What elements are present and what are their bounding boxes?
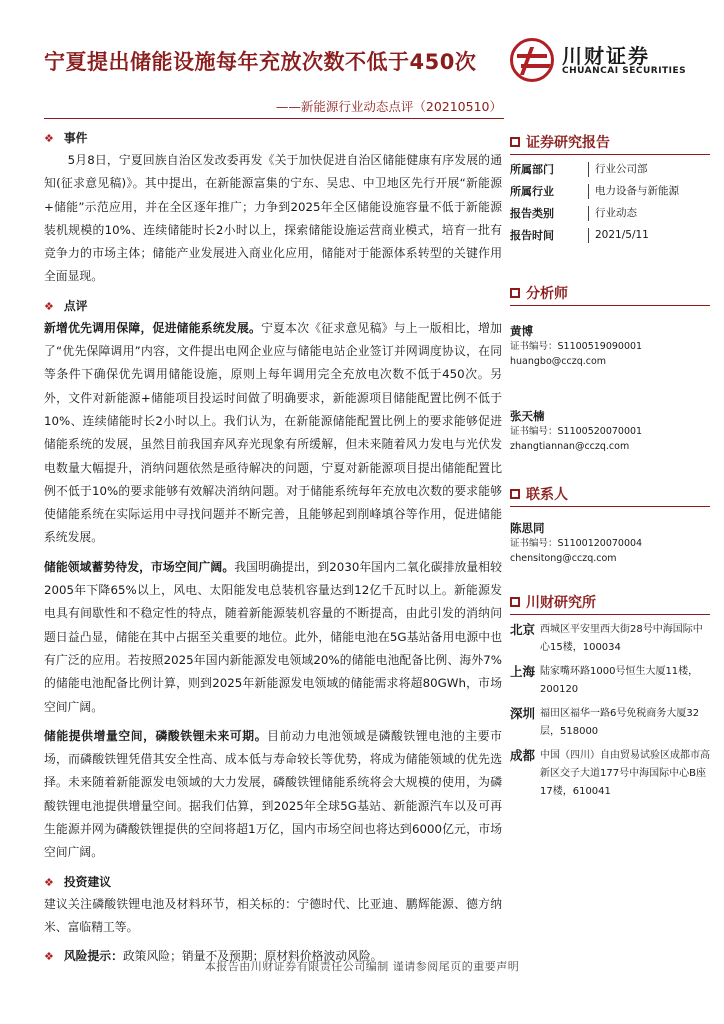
risk-warning: ❖ 风险提示：政策风险；销量不及预期；原材料价格波动风险。: [44, 949, 383, 964]
contact-cert: 证书编号：S1100120070004: [510, 538, 643, 549]
analyst-cert: 证书编号：S1100519090001: [510, 341, 643, 352]
analyst-cert: 证书编号：S1100520070001: [510, 426, 643, 437]
comment-paragraph-3: 储能提供增量空间，磷酸铁锂未来可期。目前动力电池领域是磷酸铁锂电池的主要市场，而磷酸铁锂凭借其安全性高、成本低与寿命较长等优势，将成为储能领域的优先选择。未来随着新能源发电领域的大力发展，磷酸铁锂储能系统将会大规模的使用，为磷酸铁锂电池提供增量空间。据我们估算，到2025年全球5G基站、新能源汽车以及可再生能源并网为磷酸铁锂提供的空间将超1万亿，国内市场空间也将达到6000亿元，市场空间广阔。: [44, 728, 502, 860]
analyst-name: 黄博: [510, 324, 533, 338]
office-shanghai: 上海 陆家嘴环路1000号恒生大厦11楼，200120: [510, 664, 699, 695]
info-row-date: 报告时间 2021/5/11: [510, 228, 710, 243]
diamond-bullet-icon: ❖: [44, 299, 54, 313]
logo-mark-icon: [510, 38, 554, 82]
analyst-email: huangbo@cczq.com: [510, 356, 607, 367]
sidebar-heading-report: 证券研究报告: [510, 132, 710, 155]
info-row-department: 所属部门 行业公司部: [510, 162, 710, 177]
contact-card: [510, 521, 710, 566]
diamond-bullet-icon: ❖: [44, 132, 54, 145]
section-heading-comment: ❖ 点评: [44, 298, 88, 313]
brand-name-cn: 川财证券: [562, 44, 650, 68]
event-paragraph: 5月8日，宁夏回族自治区发改委再发《关于加快促进自治区储能健康有序发展的通知(征求意见稿)》。其中提出，在新能源富集的宁东、吴忠、中卫地区先行开展“新能源+储能”示范应用，并在全区逐年推广；力争到2025年全区储能设施容量不低于新能源装机规模的10%、连续储能时长2小时以上，探索储能设施运营商业模式，培育一批有竞争力的市场主体；储能产业发展进入商业化应用，储能对于能源体系转型的关键作用全面显现。: [44, 153, 502, 284]
diamond-bullet-icon: ❖: [44, 950, 54, 964]
comment-paragraph-2: 储能领域蓄势待发，市场空间广阔。我国明确提出，到2030年国内二氧化碳排放量相较2005年下降65%以上，风电、太阳能发电总装机容量达到12亿千瓦时以上。新能源发电具有间歇性和不稳定性的特点，随着新能源装机容量的不断提高，由此引发的消纳问题日益凸显，储能在其中占据至关重要的地位。此外，储能电池在5G基站备用电源中也有广泛的应用。若按照2025年国内新能源发电领域20%的储能电池配备比例、海外7%的储能电池配备比例计算，则到2025年新能源发电领域的储能需求将超80GWh，市场空间广阔。: [44, 559, 502, 714]
analyst-name: 张天楠: [510, 409, 545, 423]
office-beijing: 北京 西城区平安里西大街28号中海国际中心15楼，100034: [510, 622, 703, 653]
brand-logo: [510, 38, 710, 86]
analyst-email: zhangtiannan@cczq.com: [510, 441, 630, 452]
sidebar-heading-analyst: 分析师: [510, 283, 710, 306]
contact-name: 陈思同: [510, 521, 545, 535]
diamond-bullet-icon: ❖: [44, 875, 54, 889]
info-row-category: 报告类别 行业动态: [510, 206, 710, 221]
office-shenzhen: 深圳 福田区福华一路6号免税商务大厦32层，518000: [510, 706, 700, 737]
contact-email: chensitong@cczq.com: [510, 553, 617, 564]
sidebar-heading-institute: 川财研究所: [510, 592, 710, 615]
sidebar: [510, 132, 710, 801]
section-heading-event: ❖ 事件: [44, 131, 88, 145]
header-divider: [44, 118, 504, 119]
analyst-card: [510, 409, 710, 454]
footer-disclaimer: 本报告由川财证券有限责任公司编制 谨请参阅尾页的重要声明: [204, 960, 520, 973]
section-heading-advice: ❖ 投资建议: [44, 874, 112, 889]
analyst-card: [510, 324, 710, 369]
office-chengdu: 成都 中国（四川）自由贸易试验区成都市高新区交子大道177号中海国际中心B座17楼，610041: [510, 748, 710, 797]
report-subtitle: ——新能源行业动态点评（20210510）: [275, 99, 502, 114]
sidebar-heading-contact: 联系人: [510, 484, 710, 507]
main-content: [44, 125, 502, 967]
info-row-industry: 所属行业 电力设备与新能源: [510, 184, 710, 199]
comment-paragraph-1: 新增优先调用保障，促进储能系统发展。宁夏本次《征求意见稿》与上一版相比，增加了“优先保障调用”内容，文件提出电网企业应与储能电站企业签订并网调度协议，在同等条件下确保优先调用储能设施，原则上每年调用完全充放电次数不低于450次。另外，文件对新能源+储能项目投运时间做了明确要求，新能源项目储能配置比例不低于10%、连续储能时长2小时以上。我们认为，在新能源储能配置比例上的要求能够促进储能系统的发展，虽然目前我国弃风弃光现象有所缓解，但未来随着风力发电与光伏发电数量大幅提升，消纳问题依然是亟待解决的问题，宁夏对新能源项目提出储能配置比例不低于10%的要求能够有效解决消纳问题。对于储能系统每年充放电次数的要求能够使储能系统在实际运用中寻找问题并不断完善，且能够起到削峰填谷等作用，促进储能系统发展。: [44, 320, 502, 545]
report-title: 宁夏提出储能设施每年充放次数不低于450次: [44, 50, 477, 74]
brand-name-en: CHUANCAI SECURITIES: [562, 66, 687, 76]
advice-paragraph: 建议关注磷酸铁锂电池及材料环节，相关标的：宁德时代、比亚迪、鹏辉能源、德方纳米、富临精工等。: [44, 896, 502, 934]
